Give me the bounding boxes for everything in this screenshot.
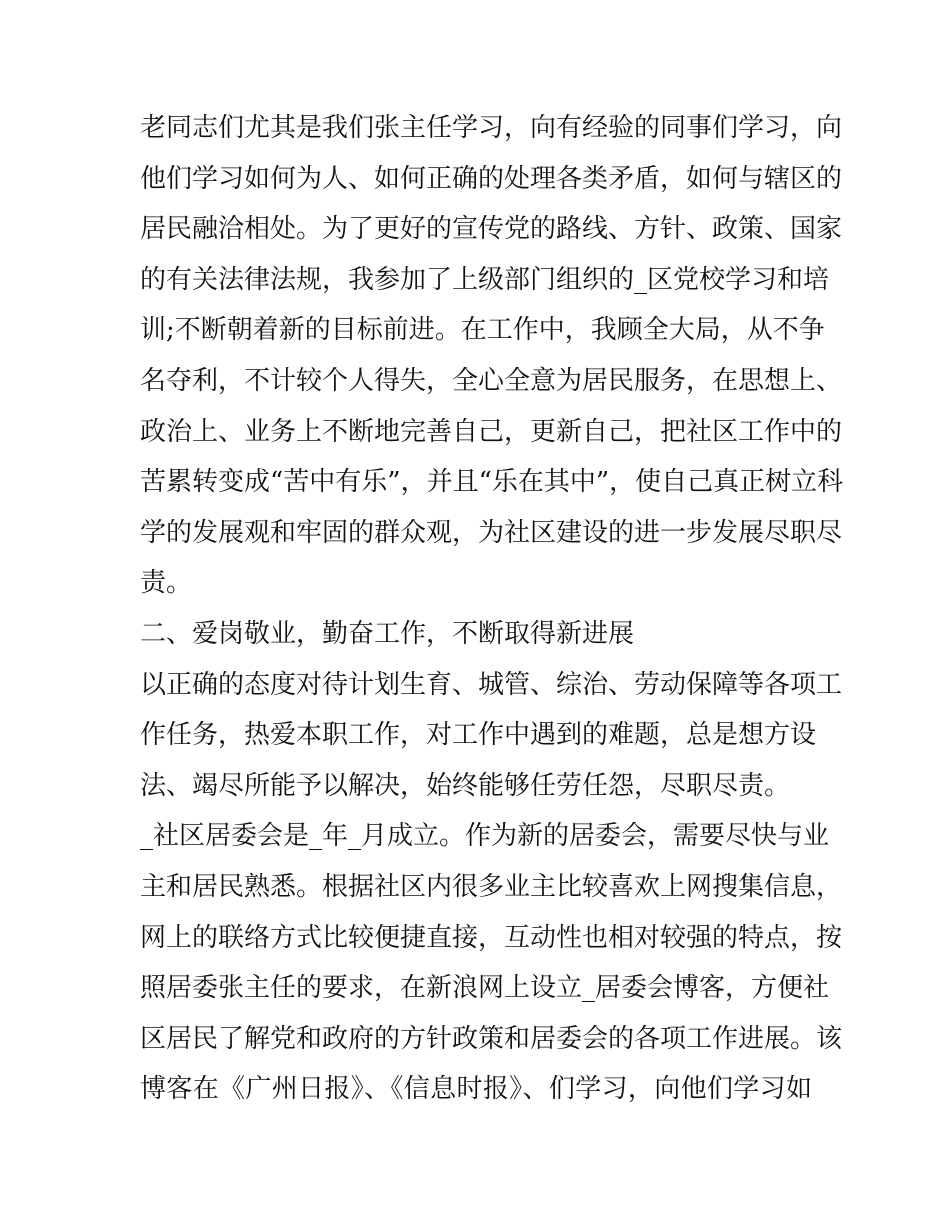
text-line: 政治上、业务上不断地完善自己，更新自己，把社区工作中的 [140, 416, 843, 447]
text-line: 博客在《广州日报》、《信息时报》、们学习，向他们学习如 [140, 1074, 812, 1105]
text-line: 名夺利，不计较个人得失，全心全意为居民服务，在思想上、 [140, 365, 843, 396]
text-line: 法、竭尽所能予以解决，始终能够任劳任怨，尽职尽责。 [140, 770, 791, 801]
text-line: 作任务，热爱本职工作，对工作中遇到的难题，总是想方设 [140, 720, 817, 751]
text-line: 责。 [140, 568, 193, 599]
text-line: 他们学习如何为人、如何正确的处理各类矛盾，如何与辖区的 [140, 163, 843, 194]
document-page [140, 109, 844, 1121]
text-line: 的有关法律法规，我参加了上级部门组织的_区党校学习和培 [140, 264, 830, 295]
text-line: 二、爱岗敬业，勤奋工作，不断取得新进展 [140, 618, 635, 649]
text-line: 学的发展观和牢固的群众观，为社区建设的进一步发展尽职尽 [140, 517, 843, 548]
text-line: 老同志们尤其是我们张主任学习，向有经验的同事们学习，向 [140, 113, 843, 143]
text-line: 主和居民熟悉。根据社区内很多业主比较喜欢上网搜集信息， [140, 871, 843, 902]
text-line: 训;不断朝着新的目标前进。在工作中，我顾全大局，从不争 [140, 315, 825, 346]
text-line: 照居委张主任的要求，在新浪网上设立_居委会博客，方便社 [140, 973, 830, 1004]
text-line: 居民融洽相处。为了更好的宣传党的路线、方针、政策、国家 [140, 214, 843, 245]
text-line: 苦累转变成“苦中有乐”，并且“乐在其中”，使自己真正树立科 [140, 467, 844, 498]
text-line: 以正确的态度对待计划生育、城管、综治、劳动保障等各项工 [140, 669, 843, 700]
text-line: 网上的联络方式比较便捷直接，互动性也相对较强的特点，按 [140, 922, 843, 953]
text-line: _社区居委会是_年_月成立。作为新的居委会，需要尽快与业 [140, 821, 830, 852]
text-line: 区居民了解党和政府的方针政策和居委会的各项工作进展。该 [140, 1023, 843, 1054]
